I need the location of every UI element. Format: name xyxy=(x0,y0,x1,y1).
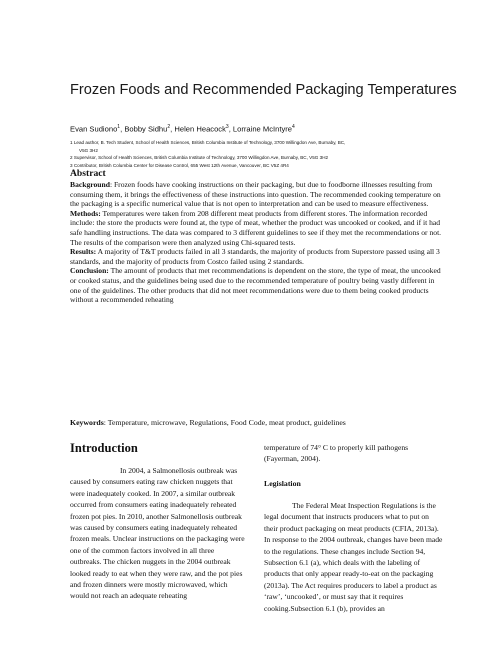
author-affiliation-marker: 3 xyxy=(225,124,229,130)
author-name: Lorraine McIntyre xyxy=(232,124,293,134)
abstract-label: Results: xyxy=(70,247,97,257)
keywords-text: : Temperature, microwave, Regulations, Food Code, meat product, guidelines xyxy=(103,418,346,427)
affiliations xyxy=(70,139,442,169)
abstract-label: Methods: xyxy=(70,208,101,218)
abstract-text: The amount of products that met recommendations is dependent on the store, the type of meat, the uncooked or cooked status, and the guidelines being used due to the recommended temperature of poultry being vastly different in one of the guidelines. The other products that did not meet recommendations were due to them being cooked products without a recommended reheating xyxy=(70,266,441,305)
affiliation-line: 1 Lead author, B. Tech Student, School of Health Sciences, British Columbia Institute of Technology, 3700 Willingdon Ave, Burnaby, BC, xyxy=(70,140,346,145)
author-affiliation-marker: 2 xyxy=(167,124,171,130)
author-name: Evan Sudiono xyxy=(70,124,118,134)
author-name: Bobby Sidhu xyxy=(124,124,168,134)
introduction-body xyxy=(70,465,245,602)
abstract-background xyxy=(70,180,442,209)
author-affiliation-marker: 1 xyxy=(117,124,121,130)
abstract-heading: Abstract xyxy=(70,168,106,179)
introduction-continuation: temperature of 74° C to properly kill pathogens (Fayerman, 2004). xyxy=(264,443,409,464)
introduction-text: In 2004, a Salmonellosis outbreak was caused by consumers eating raw chicken nuggets that were inadequately cooked. In 2007, a similar outbreak occurred from consumers eating inadequately reheated frozen pot pies. In 2010, another Salmonellosis outbreak was caused by consumers eating inadequately reheated frozen meals. Unclear instructions on the packaging were one of the common factors involved in all three outbreaks. The chicken nuggets in the 2004 outbreak looked ready to eat when they were raw, and the pot pies and frozen dinners were mostly microwaved, which would not reach an adequate reheating xyxy=(70,466,245,601)
affiliation-line: V5G 3H2 xyxy=(79,147,98,153)
abstract-conclusion xyxy=(70,266,442,304)
paper-title: Frozen Foods and Recommended Packaging Temperatures xyxy=(70,82,457,98)
legislation-heading: Legislation xyxy=(264,479,301,488)
legislation-text: The Federal Meat Inspection Regulations is the legal document that instructs producers what to put on their product packaging on meat products (CFIA, 2013a). In response to the 2004 outbreak, changes have been made to the regulations. These changes include Section 94, Subsection 6.1 (a), which deals with the labeling of products that only appear ready-to-eat on the packaging (2013a). The Act requires producers to label a product as ‘raw’, ‘uncooked’, or must say that it requires cooking.Subsection 6.1 (b), provides an xyxy=(264,501,443,613)
abstract-methods xyxy=(70,209,442,247)
abstract-text: Temperatures were taken from 208 different meat products from different stores. The information recorded include: the store the products were found at, the type of meat, whether the product was uncooked or cooked, and if it had safe handling instructions. The data was compared to 3 different guidelines to see if they met the recommendations or not. The results of the comparison were then analyzed using Chi-squared tests. xyxy=(70,208,442,247)
abstract-text: : Frozen foods have cooking instructions on their packaging, but due to foodborne illnesses resulting from consuming them, it brings the effectiveness of these instructions into question. The recommended cooking temperature on the packaging is a specific numerical value that is not open to interpretation and can be used to measure effectiveness. xyxy=(70,180,441,209)
abstract-label: Conclusion: xyxy=(70,266,109,276)
legislation-body xyxy=(264,500,444,614)
abstract-section xyxy=(70,168,442,305)
affiliation-line: 2 Supervisor, School of Health Sciences, British Columbia Institute of Technology, 3700 Willingdon Ave, Burnaby, BC, V5G 3H2 xyxy=(70,155,329,161)
keywords-label: Keywords xyxy=(70,418,104,427)
keywords xyxy=(70,418,442,428)
abstract-label: Background xyxy=(70,180,110,189)
affiliation-line: 3 Contributor, British Columbia Center for Disease Control, 655 West 12th Avenue, Vancouver, BC V5Z 4R4 xyxy=(70,162,289,168)
abstract-text: A majority of T&T products failed in all 3 standards, the majority of products from Superstore passed using all 3 standards, and the majority of products from Costco failed using 2 standards. xyxy=(70,247,440,266)
introduction-heading: Introduction xyxy=(70,441,138,455)
author-list: Evan Sudiono$^1$, Bobby Sidhu$^2$, Helen Heacock$^3$, Lorraine McIntyre$^4$ xyxy=(70,124,295,134)
author-affiliation-marker: 4 xyxy=(292,124,295,130)
abstract-results xyxy=(70,247,442,266)
author-name: Helen Heacock xyxy=(174,124,226,134)
